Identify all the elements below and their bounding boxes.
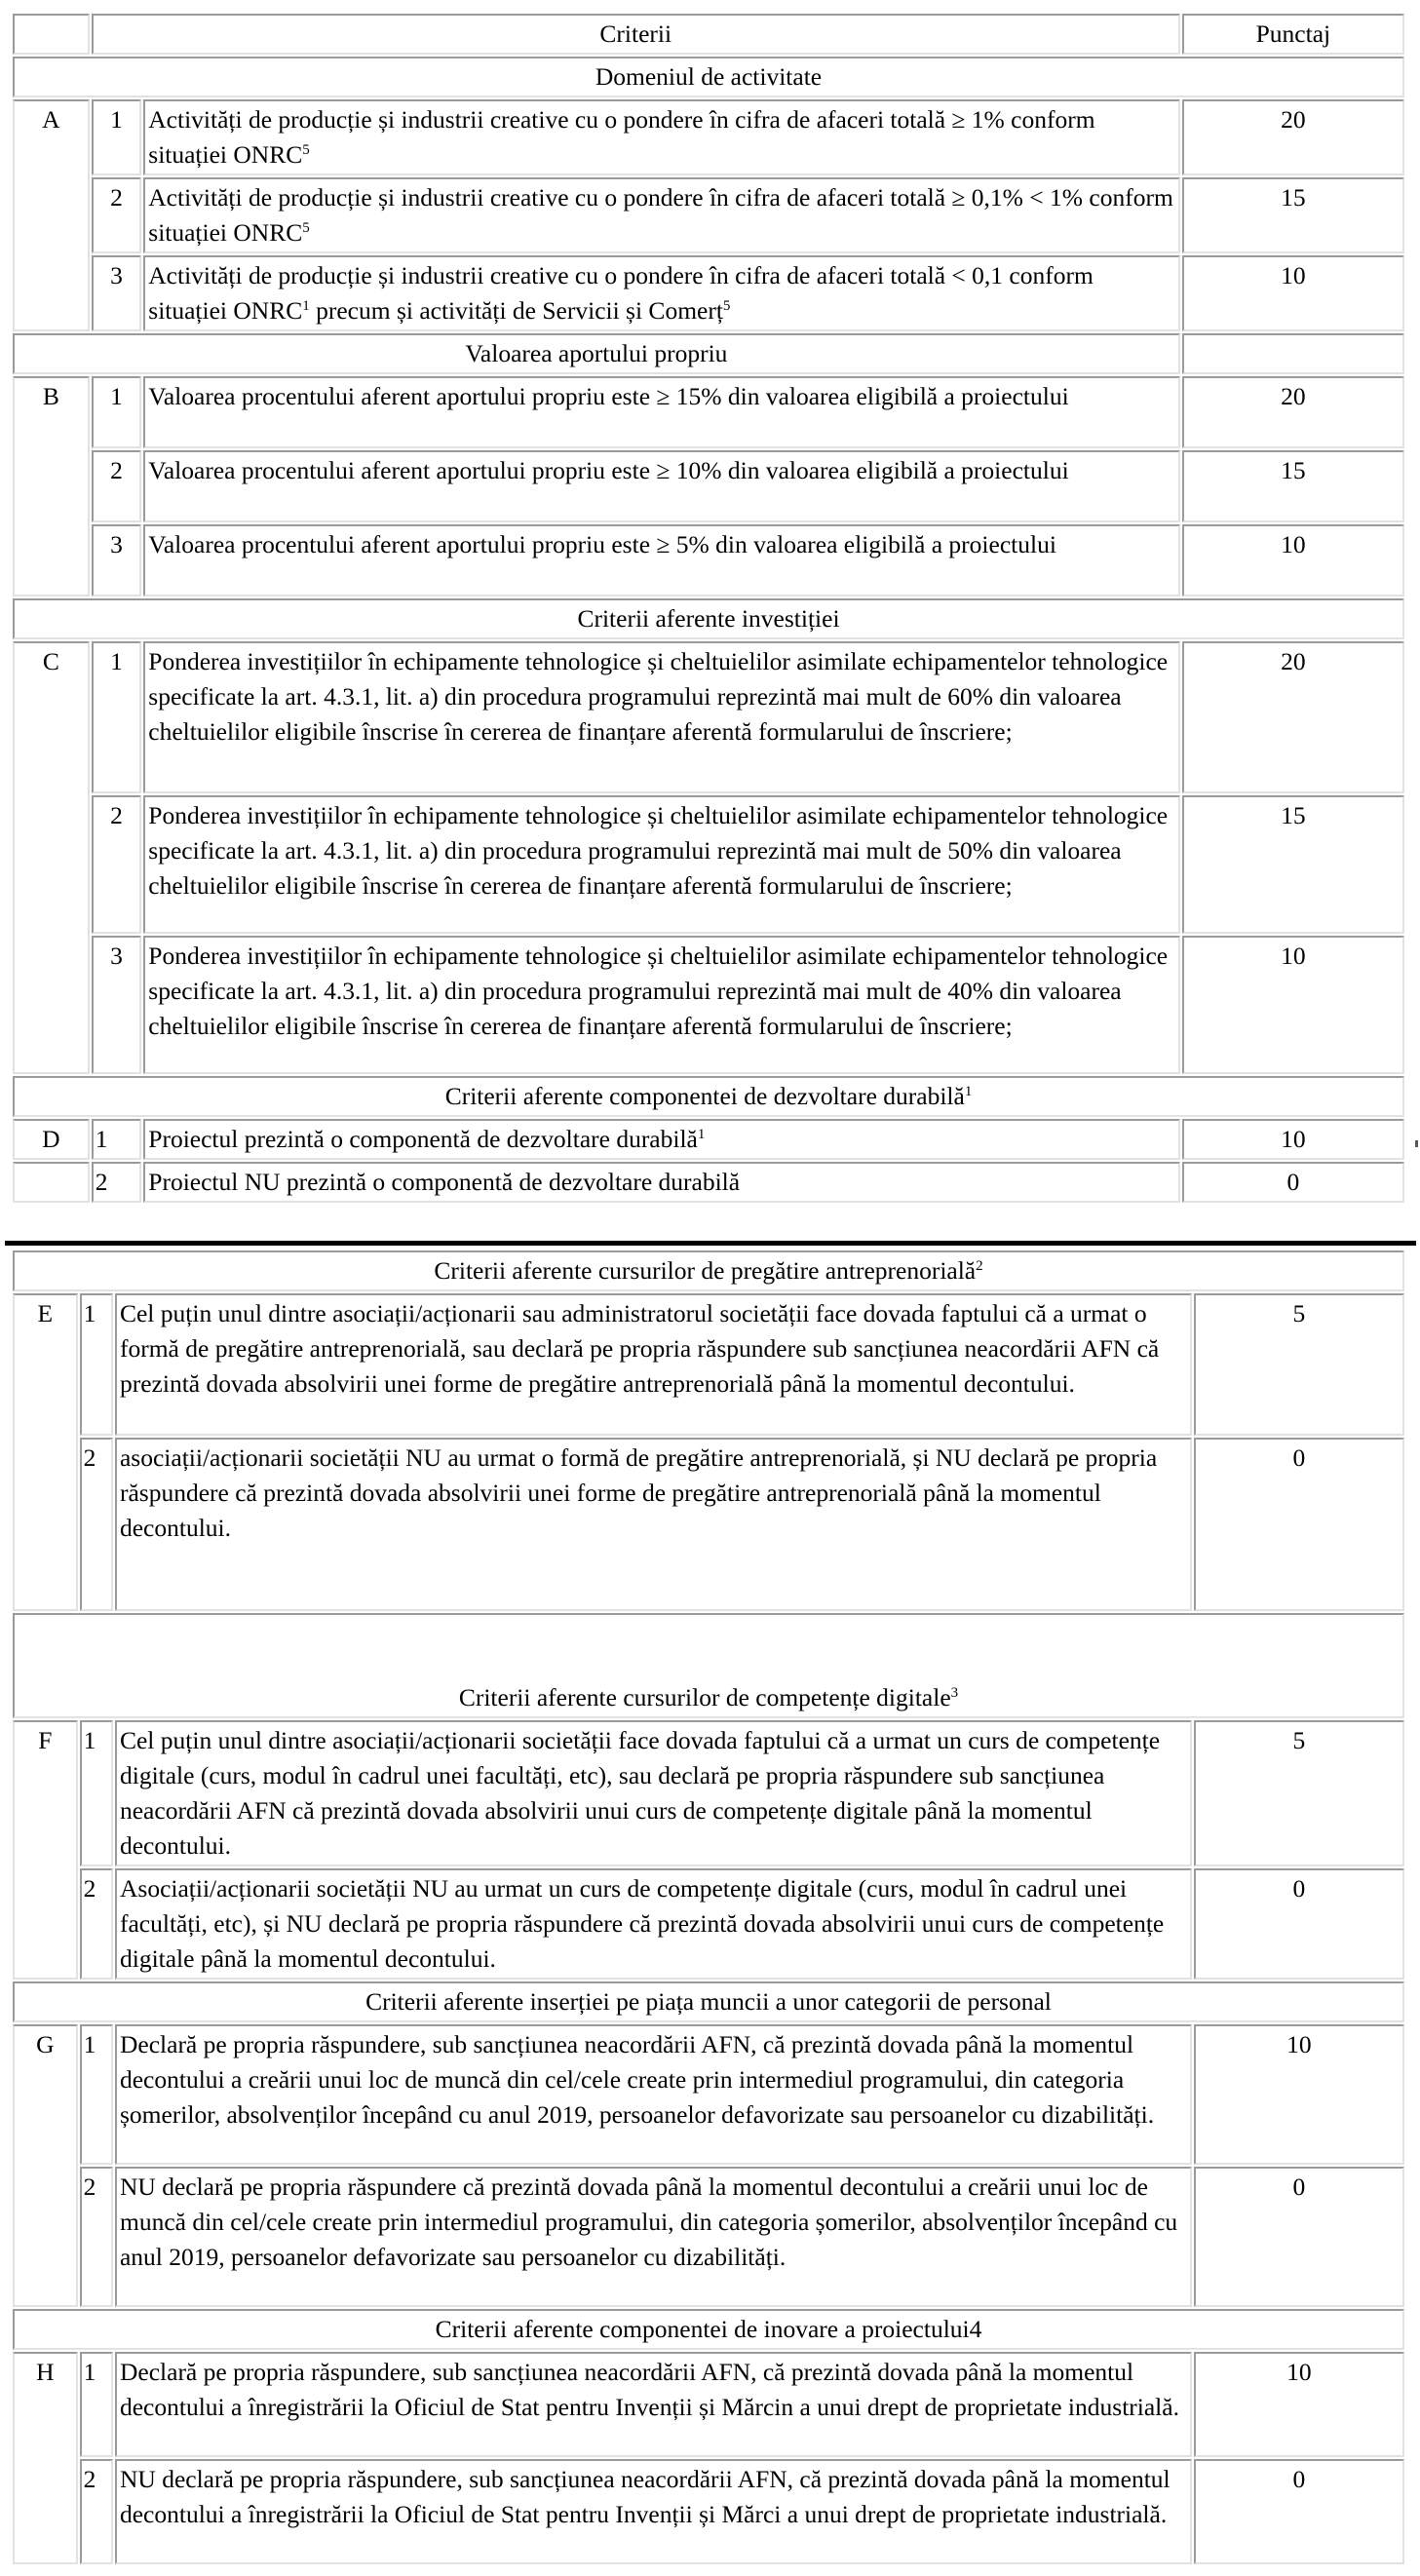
points-value: 10 [1182,524,1404,596]
criterion-text: Valoarea procentului aferent aportului propriu este ≥ 5% din valoarea eligibilă a proiectului [143,524,1179,596]
table-row [13,1720,1404,1866]
table-row [13,936,1404,1074]
points-value: 15 [1182,177,1404,253]
table-row [13,1293,1404,1436]
section-row-g [13,1981,1404,2022]
section-letter: D [13,1119,90,1160]
criterion-text: Proiectul prezintă o componentă de dezvoltare durabilă$^1$ [143,1119,1179,1160]
row-number: 1 [80,2024,113,2165]
row-number: 3 [92,524,142,596]
table-row [13,99,1404,175]
points-value: 10 [1182,1119,1404,1160]
criterion-text: Cel puțin unul dintre asociații/acționarii societății face dovada faptului că a urmat un curs de competențe digitale (curs, modul în cadrul unei facultăți, etc), sau declară pe propria răspundere sub sancțiunea neacordării AFN că prezintă dovada absolvirii unui curs de competențe digitale până la momentul decontului. [115,1720,1192,1866]
points-value: 5 [1194,1293,1404,1436]
section-letter: H [13,2352,78,2564]
criterion-text: Proiectul NU prezintă o componentă de dezvoltare durabilă [143,1162,1179,1203]
criterion-text: Cel puțin unul dintre asociații/acționarii sau administratorul societății face dovada faptului că a urmat o formă de pregătire antreprenorială, sau declară pe propria răspundere sub sancțiunea neacordării AFN că prezintă dovada absolvirii unei forme de pregătire antreprenorială până la momentul decontului. [115,1293,1192,1436]
criterion-text: Asociații/acționarii societății NU au urmat un curs de competențe digitale (curs, modul în cadrul unei facultăți, etc), și NU declară pe propria răspundere că prezintă dovada absolvirii unui curs de competențe digitale până la momentul decontului. [115,1868,1192,1980]
points-value: 0 [1194,1438,1404,1611]
header-criterii: Criterii [92,14,1180,55]
row-number: 3 [92,255,142,331]
section-title: Criterii aferente componentei de inovare a proiectului4 [13,2309,1404,2350]
header-row [13,14,1404,55]
row-number: 2 [92,450,142,522]
row-number: 2 [80,1438,113,1611]
row-number: 2 [92,795,142,934]
points-value: 20 [1182,376,1404,448]
section-row-h [13,2309,1404,2350]
points-value: 0 [1194,2167,1404,2307]
points-value: 10 [1182,255,1404,331]
points-value: 15 [1182,450,1404,522]
row-number: 2 [80,2459,113,2564]
points-value: 5 [1194,1720,1404,1866]
criterion-text: Valoarea procentului aferent aportului propriu este ≥ 15% din valoarea eligibilă a proiectului [143,376,1179,448]
section-title: Criterii aferente cursurilor de pregătire antreprenorială$^2$ [13,1250,1404,1291]
section-letter: F [13,1720,78,1980]
table-row [13,177,1404,253]
row-number: 3 [92,936,142,1074]
row-number: 2 [92,1162,142,1203]
section-letter: E [13,1293,78,1611]
section-row-b [13,333,1404,374]
row-number: 2 [80,1868,113,1980]
table-row [13,524,1404,596]
section-row-d [13,1076,1404,1117]
row-number: 2 [92,177,142,253]
empty-points-cell [1182,333,1404,374]
table-row [13,1868,1404,1980]
section-letter: G [13,2024,78,2307]
empty-letter-cell [13,1162,90,1203]
points-value: 0 [1194,1868,1404,1980]
points-value: 20 [1182,99,1404,175]
criterion-text: Activități de producție și industrii creative cu o pondere în cifra de afaceri totală < 0,1 conform situației ONRC$^1$ precum și activități de Servicii și Comerț$^5$ [143,255,1179,331]
table-row [13,2459,1404,2564]
row-number: 1 [80,1720,113,1866]
criterion-text: Ponderea investițiilor în echipamente tehnologice și cheltuielilor asimilate echipamentelor tehnologice specificate la art. 4.3.1, lit. a) din procedura programului reprezintă mai mult de 40% din valoarea cheltuielilor eligibile înscrise în cererea de finanțare aferentă formularului de înscriere; [143,936,1179,1074]
table-row [13,450,1404,522]
section-row-e [13,1250,1404,1291]
criterion-text: NU declară pe propria răspundere, sub sancțiunea neacordării AFN, că prezintă dovada până la momentul decontului a înregistrării la Oficiul de Stat pentru Invenții și Mărci a unui drept de proprietate industrială. [115,2459,1192,2564]
section-letter: C [13,641,90,1074]
criteria-table-part-2 [11,1249,1406,2566]
table-row [13,641,1404,793]
criterion-text: Ponderea investițiilor în echipamente tehnologice și cheltuielilor asimilate echipamentelor tehnologice specificate la art. 4.3.1, lit. a) din procedura programului reprezintă mai mult de 60% din valoarea cheltuielilor eligibile înscrise în cererea de finanțare aferentă formularului de înscriere; [143,641,1179,793]
section-row-c [13,598,1404,639]
table-row [13,2167,1404,2307]
header-empty-cell [13,14,90,55]
section-title: Domeniul de activitate [13,57,1404,97]
row-number: 1 [80,1293,113,1436]
criterion-text: Ponderea investițiilor în echipamente tehnologice și cheltuielilor asimilate echipamentelor tehnologice specificate la art. 4.3.1, lit. a) din procedura programului reprezintă mai mult de 50% din valoarea cheltuielilor eligibile înscrise în cererea de finanțare aferentă formularului de înscriere; [143,795,1179,934]
table-row [13,255,1404,331]
table-row [13,1162,1404,1203]
row-number: 1 [92,641,142,793]
table-row [13,795,1404,934]
table-row [13,1119,1404,1160]
section-title: Valoarea aportului propriu [13,333,1180,374]
criterion-text: Declară pe propria răspundere, sub sancțiunea neacordării AFN, că prezintă dovada până la momentul decontului a înregistrării la Oficiul de Stat pentru Invenții și Mărcin a unui drept de proprietate industrială. [115,2352,1192,2457]
page-break-line [5,1241,1416,1246]
points-value: 0 [1182,1162,1404,1203]
row-number: 1 [80,2352,113,2457]
section-row-a [13,57,1404,97]
section-title: Criterii aferente inserției pe piața muncii a unor categorii de personal [13,1981,1404,2022]
points-value: 0 [1194,2459,1404,2564]
points-value: 20 [1182,641,1404,793]
points-value: 15 [1182,795,1404,934]
table-row [13,2352,1404,2457]
points-value: 10 [1194,2352,1404,2457]
criterion-text: asociații/acționarii societății NU au urmat o formă de pregătire antreprenorială, și NU declară pe propria răspundere că prezintă dovada absolvirii unei forme de pregătire antreprenorială până la momentul decontului. [115,1438,1192,1611]
table-row [13,1438,1404,1611]
points-value: 10 [1182,936,1404,1074]
section-title: Criterii aferente investiției [13,598,1404,639]
row-number: 1 [92,1119,142,1160]
criterion-text: NU declară pe propria răspundere că prezintă dovada până la momentul decontului a creării unui loc de muncă din cel/cele create prin intermediul programului, din categoria șomerilor, absolvenților începând cu anul 2019, persoanelor defavorizate sau persoanelor cu dizabilități. [115,2167,1192,2307]
criterion-text: Activități de producție și industrii creative cu o pondere în cifra de afaceri totală ≥ 0,1% < 1% conform situației ONRC$^5$ [143,177,1179,253]
row-number: 1 [92,99,142,175]
section-title: Criterii aferente cursurilor de competențe digitale$^3$ [13,1613,1404,1718]
points-value: 10 [1194,2024,1404,2165]
row-number: 2 [80,2167,113,2307]
row-number: 1 [92,376,142,448]
table-row [13,376,1404,448]
header-punctaj: Punctaj [1182,14,1404,55]
criteria-table-part-1 [11,12,1406,1205]
section-letter: A [13,99,90,331]
table-row [13,2024,1404,2165]
section-row-f [13,1613,1404,1718]
section-title: Criterii aferente componentei de dezvoltare durabilă$^1$ [13,1076,1404,1117]
criterion-text: Declară pe propria răspundere, sub sancțiunea neacordării AFN, că prezintă dovada până la momentul decontului a creării unui loc de muncă din cel/cele create prin intermediul programului, din categoria șomerilor, absolvenților începând cu anul 2019, persoanelor defavorizate sau persoanelor cu dizabilități. [115,2024,1192,2165]
section-letter: B [13,376,90,596]
criterion-text: Activități de producție și industrii creative cu o pondere în cifra de afaceri totală ≥ 1% conform situației ONRC$^5$ [143,99,1179,175]
stray-mark [1415,1140,1418,1147]
criterion-text: Valoarea procentului aferent aportului propriu este ≥ 10% din valoarea eligibilă a proiectului [143,450,1179,522]
